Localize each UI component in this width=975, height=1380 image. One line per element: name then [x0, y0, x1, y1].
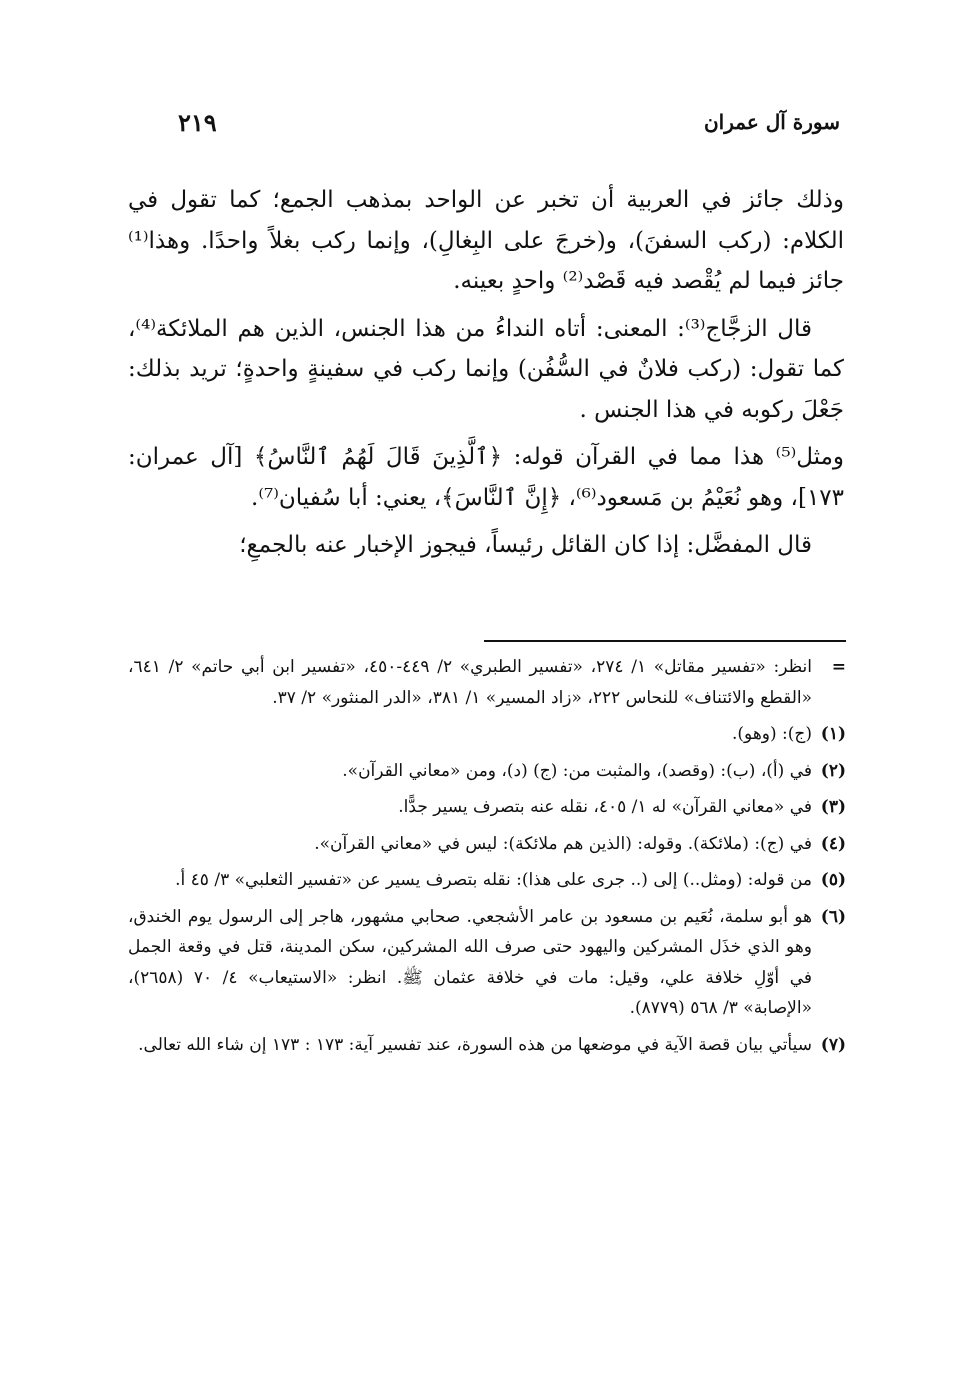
footnote-number: (٣) [820, 797, 846, 817]
page-header [130, 108, 840, 148]
footnote [128, 865, 846, 896]
footnote-number: (٧) [820, 1034, 846, 1055]
footnote-text: في «معاني القرآن» له ١/ ٤٠٥، نقله عنه بتصرف يسير جدًّا. [398, 797, 812, 817]
footnote-number: (٦) [820, 906, 846, 927]
footnote-text: سيأتي بيان قصة الآية في موضعها من هذه السورة، عند تفسير آية: ١٧٣ : ١٧٣ إن شاء الله تعالى. [138, 1034, 812, 1055]
footnote [128, 1030, 846, 1061]
footnote-continuation [128, 652, 846, 713]
page-number: ٢١٩ [178, 108, 217, 137]
paragraph: قال المفضَّل: إذا كان القائل رئيساً، فيجوز الإخبار عنه بالجمعِ؛ [239, 532, 812, 558]
main-text [128, 180, 844, 573]
footnote-text: في (أ)، (ب): (وقصد)، والمثبت من: (ج) (د)، ومن «معاني القرآن». [342, 760, 812, 781]
paragraph: قال الزجَّاج⁽³⁾: المعنى: أتاه النداءُ من هذا الجنس، الذين هم الملائكة⁽⁴⁾، كما تقول: (ركب فلانٌ في السُّفُن) وإنما ركب في سفينةٍ واحدةٍ؛ تريد بذلك: جَعْلَ ركوبه في هذا الجنس . [128, 315, 844, 423]
footnote-text: (ج): (وهو). [732, 724, 812, 744]
footnote-number: (١) [820, 724, 846, 744]
footnote-number: (٥) [820, 870, 846, 890]
footnote-text: من قوله: (ومثل..) إلى (.. جرى على هذا): نقله بتصرف يسير عن «تفسير الثعلبي» ٣/ ٤٥ أ. [175, 870, 812, 890]
paragraph: وذلك جائز في العربية أن تخبر عن الواحد بمذهب الجمع؛ كما تقول في الكلام: (ركب السفنَ)، و(خرجَ على البِغالِ)، وإنما ركب بغلاً واحدًا. وهذا⁽¹⁾ جائز فيما لم يُقْصد فيه قَصْد⁽²⁾ واحدٍ بعينه. [128, 187, 844, 294]
footnote [128, 829, 846, 860]
footnote-text: انظر: «تفسير مقاتل» ١/ ٢٧٤، «تفسير الطبري» ٢/ ٤٤٩-٤٥٠، «تفسير ابن أبي حاتم» ٢/ ٦٤١، «القطع والائتناف» للنحاس ٢٢٢، «زاد المسير» ١/ ٣٨١، «الدر المنثور» ٢/ ٣٧. [128, 657, 812, 708]
footnote-number: (٢) [820, 760, 846, 781]
footnote [128, 756, 846, 787]
footnote-text: في (ج): (ملائكة). وقوله: (الذين هم ملائكة): ليس في «معاني القرآن». [314, 833, 812, 854]
footnote-text: هو أبو سلمة، نُعَيم بن مسعود بن عامر الأشجعي. صحابي مشهور، هاجر إلى الرسول يوم الخندق، وهو الذي خذَل المشركين واليهود حتى صرف الله المشركين، سكن المدينة، قتل في وقعة الجمل في أوّلِ خلافة علي، وقيل: مات في خلافة عثمان ﷺ. انظر: «الاستيعاب» ٤/ ٧٠ (٢٦٥٨)، «الإصابة» ٣/ ٥٦٨ (٨٧٧٩). [128, 906, 812, 1018]
footnote [128, 719, 846, 750]
continuation-marker: = [831, 657, 846, 677]
surah-title: سورة آل عمران [703, 110, 840, 134]
paragraph: ومثل⁽⁵⁾ هذا مما في القرآن قوله: ﴿ٱلَّذِينَ قَالَ لَهُمُ ٱلنَّاسُ﴾ [آل عمران: ١٧٣]، وهو نُعَيْمُ بن مَسعود⁽⁶⁾، ﴿إِنَّ ٱلنَّاسَ﴾، يعني: أبا سُفيان⁽⁷⁾. [128, 444, 844, 511]
footnote-divider [484, 640, 846, 642]
footnote [128, 902, 846, 1024]
footnote-number: (٤) [820, 833, 846, 854]
footnote [128, 792, 846, 823]
footnotes [128, 652, 846, 1066]
